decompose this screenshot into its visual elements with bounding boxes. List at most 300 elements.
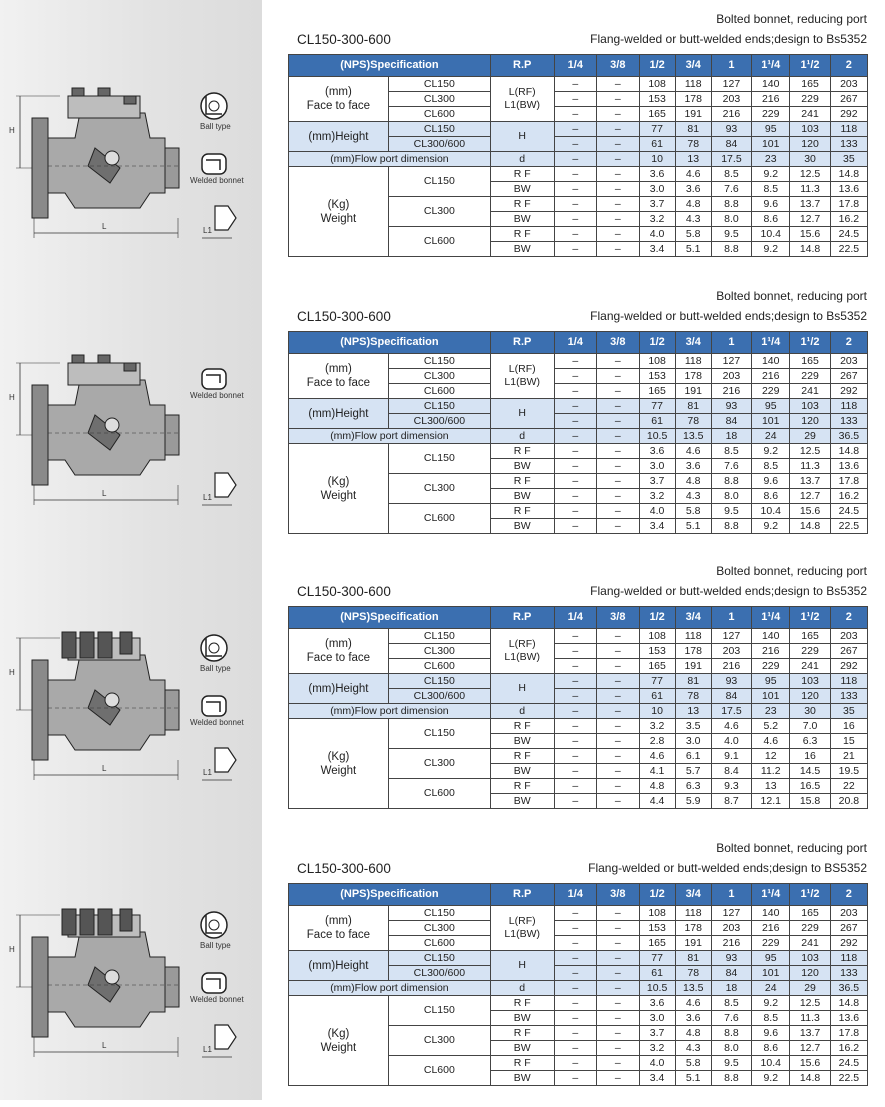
table-cell: 165: [790, 629, 830, 644]
class-label: CL600: [388, 504, 490, 534]
table-cell: 3.6: [639, 996, 675, 1011]
table-cell: 178: [675, 92, 711, 107]
table-cell: 93: [711, 951, 751, 966]
column-header: 1/4: [554, 607, 596, 629]
table-cell: –: [554, 719, 596, 734]
table-cell: 12.1: [752, 794, 790, 809]
table-cell: 12.5: [790, 996, 830, 1011]
section-header-line1: Bolted bonnet, reducing port: [716, 841, 867, 855]
row-label-line: L(RF): [508, 915, 536, 927]
table-cell: 4.0: [639, 227, 675, 242]
table-cell: –: [597, 936, 639, 951]
flow-port-label: (mm)Flow port dimension: [289, 981, 491, 996]
dimension-l1-label: L1: [203, 226, 212, 235]
column-header: 1: [711, 884, 751, 906]
table-cell: –: [554, 167, 596, 182]
end-type-label: BW: [490, 794, 554, 809]
table-cell: 95: [752, 951, 790, 966]
class-label: CL150: [388, 354, 490, 369]
height-symbol: H: [490, 674, 554, 704]
table-cell: –: [597, 981, 639, 996]
column-header: 1/2: [639, 607, 675, 629]
class-label: CL150: [388, 167, 490, 197]
table-cell: 24.5: [830, 504, 867, 519]
table-cell: –: [554, 182, 596, 197]
table-cell: 140: [752, 354, 790, 369]
table-cell: 4.6: [675, 444, 711, 459]
end-type-label: BW: [490, 459, 554, 474]
table-cell: 101: [752, 966, 790, 981]
table-cell: 216: [711, 384, 751, 399]
table-cell: –: [554, 689, 596, 704]
table-cell: –: [554, 704, 596, 719]
table-cell: 12.7: [790, 1041, 830, 1056]
table-cell: 229: [752, 107, 790, 122]
table-cell: 4.3: [675, 489, 711, 504]
table-cell: 16: [790, 749, 830, 764]
table-cell: 5.1: [675, 519, 711, 534]
table-cell: 3.0: [639, 182, 675, 197]
column-header: 1/4: [554, 332, 596, 354]
table-cell: –: [554, 212, 596, 227]
table-cell: –: [554, 92, 596, 107]
row-label-line: (Kg): [327, 1027, 350, 1040]
dimension-l1-label: L1: [203, 768, 212, 777]
table-cell: 4.3: [675, 212, 711, 227]
table-cell: 191: [675, 659, 711, 674]
table-header-row: [289, 332, 868, 354]
table-cell: –: [597, 689, 639, 704]
table-cell: 127: [711, 354, 751, 369]
table-cell: –: [597, 227, 639, 242]
class-label: CL300: [388, 197, 490, 227]
table-cell: 9.2: [752, 996, 790, 1011]
welded-bonnet-label: Welded bonnet: [190, 718, 244, 727]
table-header-row: [289, 55, 868, 77]
ball-type-label: Ball type: [200, 664, 231, 673]
class-label: CL600: [388, 659, 490, 674]
table-cell: –: [597, 629, 639, 644]
row-label-line: (Kg): [327, 750, 350, 763]
table-cell: 30: [790, 704, 830, 719]
table-cell: 61: [639, 966, 675, 981]
valve-spec-section: [0, 285, 885, 555]
table-cell: 21: [830, 749, 867, 764]
table-cell: 3.7: [639, 1026, 675, 1041]
table-cell: 12.5: [790, 444, 830, 459]
end-type-label: BW: [490, 182, 554, 197]
dimension-l-label: L: [102, 1041, 107, 1050]
class-label: CL150: [388, 122, 490, 137]
table-cell: 108: [639, 77, 675, 92]
table-cell: 12.7: [790, 212, 830, 227]
table-cell: –: [554, 429, 596, 444]
table-cell: 13: [675, 152, 711, 167]
table-cell: –: [554, 966, 596, 981]
column-header: (NPS)Specification: [289, 884, 491, 906]
table-cell: –: [554, 981, 596, 996]
weight-label: [289, 167, 389, 257]
table-cell: 8.0: [711, 1041, 751, 1056]
class-label: CL150: [388, 906, 490, 921]
table-cell: 3.4: [639, 242, 675, 257]
table-cell: 9.2: [752, 1071, 790, 1086]
table-cell: 35: [830, 152, 867, 167]
end-type-label: BW: [490, 489, 554, 504]
table-cell: –: [554, 921, 596, 936]
table-cell: 3.2: [639, 1041, 675, 1056]
column-header: 1¹/2: [790, 607, 830, 629]
table-cell: –: [554, 906, 596, 921]
table-cell: 3.0: [639, 459, 675, 474]
table-cell: 78: [675, 966, 711, 981]
table-cell: –: [554, 674, 596, 689]
valve-drawing: [0, 335, 262, 535]
table-cell: 203: [711, 369, 751, 384]
table-cell: 14.8: [790, 519, 830, 534]
row-label-line: L(RF): [508, 363, 536, 375]
table-cell: 61: [639, 689, 675, 704]
table-cell: –: [597, 719, 639, 734]
table-cell: 4.8: [675, 474, 711, 489]
table-cell: –: [597, 921, 639, 936]
table-cell: 120: [790, 137, 830, 152]
section-header-line2: Flang-welded or butt-welded ends;design to Bs5352: [590, 309, 867, 323]
table-cell: 118: [675, 77, 711, 92]
column-header: 1¹/4: [752, 55, 790, 77]
table-header-row: [289, 884, 868, 906]
table-cell: 178: [675, 921, 711, 936]
end-type-label: R F: [490, 779, 554, 794]
table-cell: 5.7: [675, 764, 711, 779]
table-cell: 203: [830, 354, 867, 369]
table-cell: 229: [790, 921, 830, 936]
table-cell: 8.4: [711, 764, 751, 779]
table-cell: 4.6: [675, 167, 711, 182]
table-cell: 5.8: [675, 227, 711, 242]
table-cell: 10.4: [752, 227, 790, 242]
table-cell: 12: [752, 749, 790, 764]
table-cell: 8.5: [752, 182, 790, 197]
table-cell: 13.5: [675, 429, 711, 444]
dimension-l-label: L: [102, 764, 107, 773]
table-cell: 6.3: [675, 779, 711, 794]
table-cell: 216: [752, 644, 790, 659]
table-cell: –: [554, 1041, 596, 1056]
row-label-line: Weight: [320, 764, 357, 777]
table-cell: –: [597, 644, 639, 659]
table-cell: 13: [675, 704, 711, 719]
table-cell: –: [597, 414, 639, 429]
table-cell: –: [597, 197, 639, 212]
column-header: 2: [830, 332, 867, 354]
table-row: [289, 719, 868, 734]
table-row: [289, 906, 868, 921]
table-header-row: [289, 607, 868, 629]
table-cell: 3.6: [675, 459, 711, 474]
class-label: CL600: [388, 384, 490, 399]
table-cell: 8.5: [752, 459, 790, 474]
column-header: 1: [711, 55, 751, 77]
table-cell: –: [597, 182, 639, 197]
table-cell: 191: [675, 107, 711, 122]
table-row: [289, 629, 868, 644]
table-cell: 103: [790, 399, 830, 414]
face-to-face-label: [289, 629, 389, 674]
column-header: 3/4: [675, 607, 711, 629]
table-cell: 8.8: [711, 197, 751, 212]
table-cell: 118: [830, 122, 867, 137]
end-type-label: R F: [490, 504, 554, 519]
table-cell: 36.5: [830, 429, 867, 444]
table-cell: 9.6: [752, 197, 790, 212]
class-label: CL150: [388, 951, 490, 966]
ball-type-label: Ball type: [200, 122, 231, 131]
table-cell: –: [597, 659, 639, 674]
table-cell: 93: [711, 122, 751, 137]
row-label-line: Weight: [320, 212, 357, 225]
model-title: CL150-300-600: [297, 584, 391, 599]
table-cell: 165: [790, 354, 830, 369]
table-cell: 6.1: [675, 749, 711, 764]
table-cell: 3.7: [639, 197, 675, 212]
table-cell: 203: [830, 906, 867, 921]
table-cell: 120: [790, 414, 830, 429]
table-cell: 241: [790, 107, 830, 122]
table-cell: 2.8: [639, 734, 675, 749]
table-cell: 165: [790, 77, 830, 92]
class-label: CL150: [388, 399, 490, 414]
table-cell: 127: [711, 629, 751, 644]
table-cell: 13.7: [790, 1026, 830, 1041]
table-cell: –: [597, 474, 639, 489]
section-header-line1: Bolted bonnet, reducing port: [716, 289, 867, 303]
table-cell: 16.2: [830, 212, 867, 227]
class-label: CL150: [388, 719, 490, 749]
dimension-h-label: H: [9, 668, 15, 677]
table-cell: –: [554, 489, 596, 504]
table-cell: 8.0: [711, 212, 751, 227]
table-cell: –: [597, 242, 639, 257]
table-cell: 140: [752, 906, 790, 921]
table-cell: 13.5: [675, 981, 711, 996]
table-cell: 8.5: [752, 1011, 790, 1026]
flow-port-symbol: d: [490, 981, 554, 996]
valve-spec-section: [0, 837, 885, 1107]
end-type-label: BW: [490, 1011, 554, 1026]
end-type-label: R F: [490, 444, 554, 459]
table-cell: 241: [790, 659, 830, 674]
table-cell: 118: [830, 399, 867, 414]
section-header-line1: Bolted bonnet, reducing port: [716, 564, 867, 578]
table-cell: –: [597, 906, 639, 921]
table-cell: –: [554, 77, 596, 92]
table-cell: 216: [711, 659, 751, 674]
table-cell: 101: [752, 137, 790, 152]
column-header: 1¹/4: [752, 884, 790, 906]
dimension-h-label: H: [9, 393, 15, 402]
row-label-line: (Kg): [327, 475, 350, 488]
table-cell: 81: [675, 951, 711, 966]
table-cell: 153: [639, 921, 675, 936]
valve-drawing: [0, 887, 262, 1087]
table-cell: 10: [639, 704, 675, 719]
row-label-line: L1(BW): [504, 651, 540, 663]
table-cell: 108: [639, 354, 675, 369]
table-cell: 216: [752, 921, 790, 936]
spec-table: [288, 606, 868, 809]
table-cell: 133: [830, 689, 867, 704]
table-cell: 8.6: [752, 489, 790, 504]
table-cell: 18: [711, 981, 751, 996]
table-cell: –: [597, 704, 639, 719]
table-cell: 35: [830, 704, 867, 719]
column-header: 1: [711, 332, 751, 354]
table-cell: 81: [675, 122, 711, 137]
table-cell: 77: [639, 951, 675, 966]
table-cell: 12.7: [790, 489, 830, 504]
class-label: CL300/600: [388, 414, 490, 429]
model-title: CL150-300-600: [297, 861, 391, 876]
table-row: [289, 429, 868, 444]
table-cell: 118: [830, 951, 867, 966]
table-cell: 3.2: [639, 212, 675, 227]
table-row: [289, 77, 868, 92]
table-row: [289, 951, 868, 966]
column-header: 2: [830, 607, 867, 629]
table-cell: 229: [790, 369, 830, 384]
table-cell: 153: [639, 92, 675, 107]
table-cell: 216: [752, 92, 790, 107]
table-cell: 14.8: [790, 242, 830, 257]
table-cell: 203: [830, 629, 867, 644]
end-type-label: R F: [490, 167, 554, 182]
table-cell: –: [554, 734, 596, 749]
column-header: 3/8: [597, 55, 639, 77]
table-cell: 95: [752, 674, 790, 689]
table-cell: 8.8: [711, 242, 751, 257]
table-cell: 77: [639, 674, 675, 689]
dimension-l-label: L: [102, 222, 107, 231]
column-header: R.P: [490, 607, 554, 629]
table-cell: –: [597, 1041, 639, 1056]
table-cell: 4.6: [711, 719, 751, 734]
table-cell: 103: [790, 122, 830, 137]
table-cell: 118: [830, 674, 867, 689]
table-cell: 3.6: [639, 444, 675, 459]
table-cell: 140: [752, 629, 790, 644]
table-cell: –: [554, 764, 596, 779]
table-cell: –: [597, 137, 639, 152]
table-cell: 18: [711, 429, 751, 444]
table-cell: –: [597, 951, 639, 966]
table-cell: 29: [790, 429, 830, 444]
table-cell: 61: [639, 414, 675, 429]
dimension-l1-label: L1: [203, 493, 212, 502]
table-cell: 36.5: [830, 981, 867, 996]
table-row: [289, 674, 868, 689]
row-label-line: (Kg): [327, 198, 350, 211]
table-cell: 13.7: [790, 197, 830, 212]
table-cell: 13.7: [790, 474, 830, 489]
dimension-h-label: H: [9, 126, 15, 135]
table-cell: 7.6: [711, 459, 751, 474]
table-cell: –: [554, 951, 596, 966]
valve-spec-section: [0, 8, 885, 278]
table-cell: 17.8: [830, 474, 867, 489]
welded-bonnet-label: Welded bonnet: [190, 391, 244, 400]
table-cell: –: [554, 414, 596, 429]
table-cell: 229: [752, 659, 790, 674]
table-cell: 101: [752, 414, 790, 429]
end-type-label: R F: [490, 996, 554, 1011]
table-cell: 133: [830, 137, 867, 152]
table-cell: 4.8: [675, 1026, 711, 1041]
table-cell: 203: [711, 92, 751, 107]
table-cell: 17.5: [711, 152, 751, 167]
column-header: 3/8: [597, 607, 639, 629]
table-cell: 4.6: [639, 749, 675, 764]
column-header: 1/2: [639, 55, 675, 77]
table-cell: 153: [639, 369, 675, 384]
table-cell: 216: [752, 369, 790, 384]
table-cell: 3.2: [639, 719, 675, 734]
table-cell: 15: [830, 734, 867, 749]
table-cell: 19.5: [830, 764, 867, 779]
table-cell: 3.6: [675, 1011, 711, 1026]
spec-table: [288, 331, 868, 534]
table-cell: 3.2: [639, 489, 675, 504]
table-cell: 10.4: [752, 504, 790, 519]
table-cell: 4.0: [639, 504, 675, 519]
table-cell: –: [597, 107, 639, 122]
table-cell: –: [597, 167, 639, 182]
table-cell: 15.6: [790, 227, 830, 242]
table-cell: 93: [711, 674, 751, 689]
table-cell: 9.2: [752, 242, 790, 257]
table-cell: –: [554, 996, 596, 1011]
table-cell: 267: [830, 92, 867, 107]
table-cell: 14.8: [830, 444, 867, 459]
weight-label: [289, 444, 389, 534]
table-cell: 7.6: [711, 182, 751, 197]
table-cell: 229: [752, 936, 790, 951]
height-label: (mm)Height: [289, 674, 389, 704]
table-cell: 229: [790, 92, 830, 107]
table-cell: 9.2: [752, 167, 790, 182]
table-cell: 101: [752, 689, 790, 704]
table-cell: –: [597, 504, 639, 519]
table-cell: –: [554, 1026, 596, 1041]
table-cell: 84: [711, 137, 751, 152]
table-cell: 8.7: [711, 794, 751, 809]
table-cell: 229: [790, 644, 830, 659]
table-cell: 203: [711, 644, 751, 659]
table-cell: 17.8: [830, 1026, 867, 1041]
table-cell: –: [554, 137, 596, 152]
table-cell: 20.8: [830, 794, 867, 809]
table-row: [289, 152, 868, 167]
table-cell: 4.6: [675, 996, 711, 1011]
table-cell: 7.0: [790, 719, 830, 734]
table-cell: 16.2: [830, 1041, 867, 1056]
table-cell: 3.0: [639, 1011, 675, 1026]
column-header: (NPS)Specification: [289, 607, 491, 629]
table-cell: –: [597, 996, 639, 1011]
table-cell: 17.8: [830, 197, 867, 212]
table-cell: 9.5: [711, 227, 751, 242]
table-cell: 8.6: [752, 212, 790, 227]
